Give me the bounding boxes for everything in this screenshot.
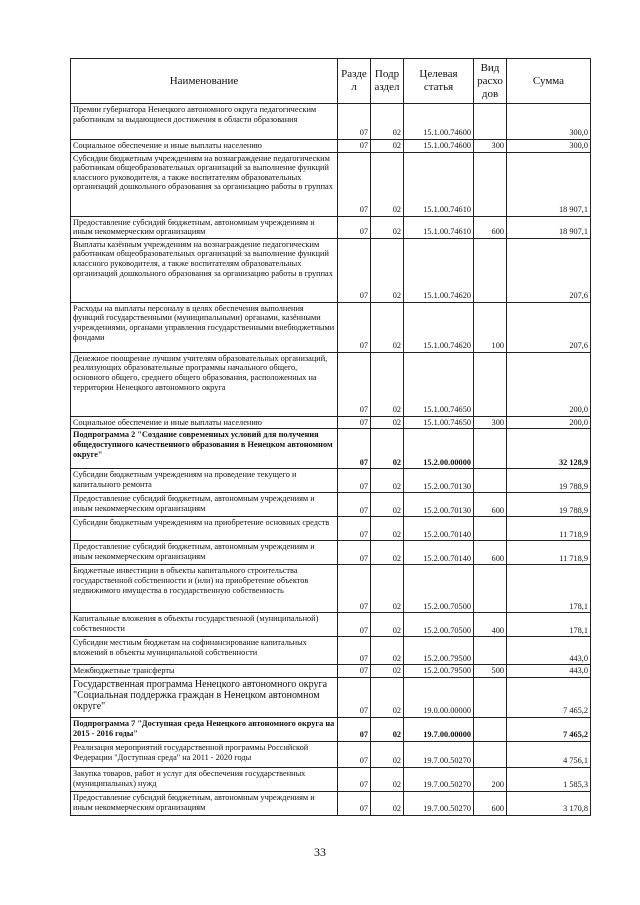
- row-summa: 18 907,1: [507, 216, 591, 238]
- table-row: [71, 791, 591, 815]
- table-row: [71, 565, 591, 613]
- budget-table: [70, 58, 591, 816]
- row-summa: 200,0: [507, 416, 591, 429]
- row-summa: 4 756,1: [507, 741, 591, 767]
- table-row: [71, 140, 591, 153]
- row-celevaya-statya: 15.1.00.74650: [404, 416, 474, 429]
- table-row: [71, 104, 591, 140]
- row-summa: 1 585,3: [507, 767, 591, 791]
- table-row: [71, 352, 591, 416]
- table-header-row: [71, 59, 591, 104]
- row-name: Субсидии бюджетным учреждениям на приобретение основных средств: [71, 517, 338, 541]
- row-vid-raskhodov: 300: [474, 140, 507, 153]
- row-podrazdel: 02: [371, 791, 404, 815]
- row-name: Реализация мероприятий государственной программы Российской Федерации "Доступная среда" на 2011 - 2020 годы: [71, 741, 338, 767]
- row-vid-raskhodov: 500: [474, 665, 507, 678]
- row-podrazdel: 02: [371, 352, 404, 416]
- row-celevaya-statya: 15.1.00.74600: [404, 140, 474, 153]
- row-razdel: 07: [338, 416, 371, 429]
- row-vid-raskhodov: 100: [474, 302, 507, 352]
- table-row: [71, 152, 591, 216]
- header-podrazdel: Подр аздел: [371, 59, 404, 104]
- table-row: [71, 677, 591, 717]
- row-name: Государственная программа Ненецкого автономного округа "Социальная поддержка граждан в Ненецком автономном округе": [71, 677, 338, 717]
- row-summa: 11 718,9: [507, 541, 591, 565]
- row-vid-raskhodov: [474, 565, 507, 613]
- row-podrazdel: 02: [371, 216, 404, 238]
- row-podrazdel: 02: [371, 302, 404, 352]
- row-vid-raskhodov: 400: [474, 613, 507, 637]
- row-vid-raskhodov: [474, 637, 507, 665]
- row-razdel: 07: [338, 741, 371, 767]
- header-celevaya-statya: Целевая статья: [404, 59, 474, 104]
- row-vid-raskhodov: [474, 677, 507, 717]
- row-vid-raskhodov: 600: [474, 216, 507, 238]
- row-razdel: 07: [338, 140, 371, 153]
- row-name: Денежное поощрение лучшим учителям образовательных организаций, реализующих образовательные программы начального общего, основного общего, среднего общего образования, расположенных на территории Ненецкого автономного округа: [71, 352, 338, 416]
- row-podrazdel: 02: [371, 152, 404, 216]
- row-name: Социальное обеспечение и иные выплаты населению: [71, 416, 338, 429]
- row-podrazdel: 02: [371, 677, 404, 717]
- row-name: Социальное обеспечение и иные выплаты населению: [71, 140, 338, 153]
- row-celevaya-statya: 15.2.00.79500: [404, 637, 474, 665]
- row-razdel: 07: [338, 613, 371, 637]
- row-summa: 11 718,9: [507, 517, 591, 541]
- row-vid-raskhodov: [474, 238, 507, 302]
- row-summa: 207,6: [507, 302, 591, 352]
- row-razdel: 07: [338, 717, 371, 741]
- row-podrazdel: 02: [371, 416, 404, 429]
- table-row: [71, 717, 591, 741]
- row-podrazdel: 02: [371, 104, 404, 140]
- row-razdel: 07: [338, 791, 371, 815]
- row-celevaya-statya: 19.7.00.50270: [404, 791, 474, 815]
- row-celevaya-statya: 15.2.00.79500: [404, 665, 474, 678]
- row-summa: 3 170,8: [507, 791, 591, 815]
- row-name: Предоставление субсидий бюджетным, автономным учреждениям и иным некоммерческим организациям: [71, 541, 338, 565]
- row-celevaya-statya: 15.2.00.70500: [404, 565, 474, 613]
- table-row: [71, 767, 591, 791]
- budget-sheet: [70, 58, 590, 816]
- table-row: [71, 637, 591, 665]
- row-razdel: 07: [338, 429, 371, 469]
- row-name: Бюджетные инвестиции в объекты капитального строительства государственной собственности и (или) на приобретение объектов недвижимого имущества в государственную собственность: [71, 565, 338, 613]
- table-body: [71, 104, 591, 816]
- row-razdel: 07: [338, 565, 371, 613]
- row-razdel: 07: [338, 152, 371, 216]
- table-row: [71, 469, 591, 493]
- row-razdel: 07: [338, 352, 371, 416]
- row-razdel: 07: [338, 677, 371, 717]
- row-vid-raskhodov: 600: [474, 791, 507, 815]
- row-vid-raskhodov: [474, 717, 507, 741]
- table-row: [71, 493, 591, 517]
- row-podrazdel: 02: [371, 637, 404, 665]
- row-summa: 178,1: [507, 565, 591, 613]
- row-celevaya-statya: 15.1.00.74620: [404, 302, 474, 352]
- row-summa: 18 907,1: [507, 152, 591, 216]
- row-summa: 443,0: [507, 665, 591, 678]
- row-celevaya-statya: 15.1.00.74600: [404, 104, 474, 140]
- table-row: [71, 541, 591, 565]
- row-summa: 443,0: [507, 637, 591, 665]
- row-podrazdel: 02: [371, 238, 404, 302]
- row-name: Субсидии местным бюджетам на софинансирование капитальных вложений в объекты муниципальной собственности: [71, 637, 338, 665]
- row-name: Подпрограмма 2 "Создание современных условий для получения общедоступного качественного образования в Ненецком автономном округе": [71, 429, 338, 469]
- row-podrazdel: 02: [371, 613, 404, 637]
- row-celevaya-statya: 15.2.00.70500: [404, 613, 474, 637]
- row-name: Расходы на выплаты персоналу в целях обеспечения выполнения функций государственными (муниципальными) органами, казёнными учреждениями, органами управления государственными внебюджетными фондами: [71, 302, 338, 352]
- row-summa: 300,0: [507, 140, 591, 153]
- row-name: Предоставление субсидий бюджетным, автономным учреждениям и иным некоммерческим организациям: [71, 791, 338, 815]
- row-podrazdel: 02: [371, 469, 404, 493]
- row-name: Предоставление субсидий бюджетным, автономным учреждениям и иным некоммерческим организациям: [71, 493, 338, 517]
- row-celevaya-statya: 15.2.00.00000: [404, 429, 474, 469]
- row-summa: 300,0: [507, 104, 591, 140]
- row-vid-raskhodov: [474, 429, 507, 469]
- row-podrazdel: 02: [371, 493, 404, 517]
- row-celevaya-statya: 15.2.00.70140: [404, 517, 474, 541]
- row-podrazdel: 02: [371, 741, 404, 767]
- table-row: [71, 429, 591, 469]
- row-vid-raskhodov: [474, 469, 507, 493]
- row-celevaya-statya: 19.7.00.00000: [404, 717, 474, 741]
- header-razdel: Разде л: [338, 59, 371, 104]
- row-name: Подпрограмма 7 "Доступная среда Ненецкого автономного округа на 2015 - 2016 годы": [71, 717, 338, 741]
- row-celevaya-statya: 15.1.00.74610: [404, 152, 474, 216]
- row-celevaya-statya: 19.7.00.50270: [404, 767, 474, 791]
- row-vid-raskhodov: [474, 152, 507, 216]
- row-podrazdel: 02: [371, 767, 404, 791]
- table-row: [71, 517, 591, 541]
- row-celevaya-statya: 15.1.00.74610: [404, 216, 474, 238]
- row-summa: 200,0: [507, 352, 591, 416]
- row-podrazdel: 02: [371, 140, 404, 153]
- table-row: [71, 741, 591, 767]
- row-celevaya-statya: 15.2.00.70130: [404, 469, 474, 493]
- row-summa: 7 465,2: [507, 717, 591, 741]
- row-summa: 32 128,9: [507, 429, 591, 469]
- row-razdel: 07: [338, 541, 371, 565]
- header-name: Наименование: [71, 59, 338, 104]
- header-vid-raskhodov: Вид расхо дов: [474, 59, 507, 104]
- row-celevaya-statya: 15.1.00.74650: [404, 352, 474, 416]
- row-vid-raskhodov: 600: [474, 541, 507, 565]
- row-name: Субсидии бюджетным учреждениям на вознаграждение педагогическим работникам общеобразовательных организаций за выполнение функций классного руководителя, а также воспитателям образовательных организаций дошкольного образования за организацию работы в группах: [71, 152, 338, 216]
- row-razdel: 07: [338, 469, 371, 493]
- table-row: [71, 302, 591, 352]
- row-name: Предоставление субсидий бюджетным, автономным учреждениям и иным некоммерческим организациям: [71, 216, 338, 238]
- table-row: [71, 416, 591, 429]
- row-vid-raskhodov: 200: [474, 767, 507, 791]
- row-name: Межбюджетные трансферты: [71, 665, 338, 678]
- row-name: Субсидии бюджетным учреждениям на проведение текущего и капитального ремонта: [71, 469, 338, 493]
- row-celevaya-statya: 15.2.00.70130: [404, 493, 474, 517]
- row-podrazdel: 02: [371, 429, 404, 469]
- row-name: Выплаты казённым учреждениям на вознаграждение педагогическим работникам общеобразовательных организаций за выполнение функций классного руководителя, а также воспитателям образовательных организаций дошкольного образования за организацию работы в группах: [71, 238, 338, 302]
- row-summa: 19 788,9: [507, 493, 591, 517]
- row-vid-raskhodov: 300: [474, 416, 507, 429]
- row-podrazdel: 02: [371, 565, 404, 613]
- table-row: [71, 613, 591, 637]
- table-row: [71, 238, 591, 302]
- row-celevaya-statya: 15.2.00.70140: [404, 541, 474, 565]
- row-podrazdel: 02: [371, 541, 404, 565]
- page-number: 33: [314, 845, 326, 859]
- row-celevaya-statya: 19.0.00.00000: [404, 677, 474, 717]
- row-summa: 178,1: [507, 613, 591, 637]
- row-celevaya-statya: 15.1.00.74620: [404, 238, 474, 302]
- row-razdel: 07: [338, 493, 371, 517]
- row-razdel: 07: [338, 665, 371, 678]
- row-summa: 19 788,9: [507, 469, 591, 493]
- row-vid-raskhodov: [474, 517, 507, 541]
- row-name: Капитальные вложения в объекты государственной (муниципальной) собственности: [71, 613, 338, 637]
- row-razdel: 07: [338, 637, 371, 665]
- row-razdel: 07: [338, 104, 371, 140]
- row-vid-raskhodov: [474, 352, 507, 416]
- row-podrazdel: 02: [371, 717, 404, 741]
- table-row: [71, 216, 591, 238]
- row-summa: 207,6: [507, 238, 591, 302]
- row-razdel: 07: [338, 767, 371, 791]
- row-razdel: 07: [338, 302, 371, 352]
- row-razdel: 07: [338, 216, 371, 238]
- row-podrazdel: 02: [371, 665, 404, 678]
- table-row: [71, 665, 591, 678]
- row-razdel: 07: [338, 238, 371, 302]
- row-vid-raskhodov: 600: [474, 493, 507, 517]
- row-name: Премии губернатора Ненецкого автономного округа педагогическим работникам за выдающиеся достижения в области образования: [71, 104, 338, 140]
- row-podrazdel: 02: [371, 517, 404, 541]
- row-summa: 7 465,2: [507, 677, 591, 717]
- header-summa: Сумма: [507, 59, 591, 104]
- row-vid-raskhodov: [474, 104, 507, 140]
- row-celevaya-statya: 19.7.00.50270: [404, 741, 474, 767]
- row-name: Закупка товаров, работ и услуг для обеспечения государственных (муниципальных) нужд: [71, 767, 338, 791]
- row-razdel: 07: [338, 517, 371, 541]
- row-vid-raskhodov: [474, 741, 507, 767]
